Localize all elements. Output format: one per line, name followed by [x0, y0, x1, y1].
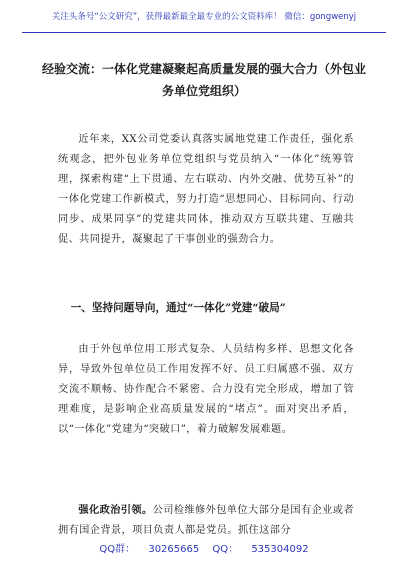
- header-divider: [22, 32, 386, 33]
- document-title: 经验交流：一体化党建凝聚起高质量发展的强大合力（外包业务单位党组织）: [41, 62, 366, 98]
- section-heading-1: 一、坚持问题导向，通过“一体化”党建“破局”: [70, 302, 286, 314]
- paragraph-intro: 近年来，XX公司党委认真落实属地党建工作责任，强化系统观念，把外包业务单位党组织与党员纳入“一体化”统筹管理，探索构建“上下贯通、左右联动、内外交融、优势互补”的一体化党建工作新模式，努力打造“思想同心、目标同向、行动同步、成果同享”的党建共同体，推动双方互联共建、互融共促、共同提升，凝聚起了干事创业的强劲合力。: [58, 134, 354, 245]
- paragraph-problem: 由于外包单位用工形式复杂、人员结构多样、思想文化各异，导致外包单位员工作用发挥不好、员工归属感不强、双方交流不顺畅、协作配合不紧密、合力没有完全形成，增加了管理难度，是影响企业高质量发展的“堵点”。面对突出矛盾，以“一体化”党建为“突破口”，着力破解发展难题。: [58, 344, 354, 435]
- paragraph-political-lead: [58, 500, 354, 541]
- footer-contact: QQ群： 30265665 QQ： 535304092: [0, 538, 408, 557]
- header-banner: 关注头条号“公文研究”，获得最新最全最专业的公文资料库！ 微信：gongwenyj: [51, 12, 357, 22]
- paragraph-lead-text: 强化政治引领。: [78, 504, 153, 516]
- paragraph-body-text: 公司检维修外包单位大部分是国有企业或者拥有国企背景，项目负责人都是党员。抓住这部分: [58, 505, 354, 536]
